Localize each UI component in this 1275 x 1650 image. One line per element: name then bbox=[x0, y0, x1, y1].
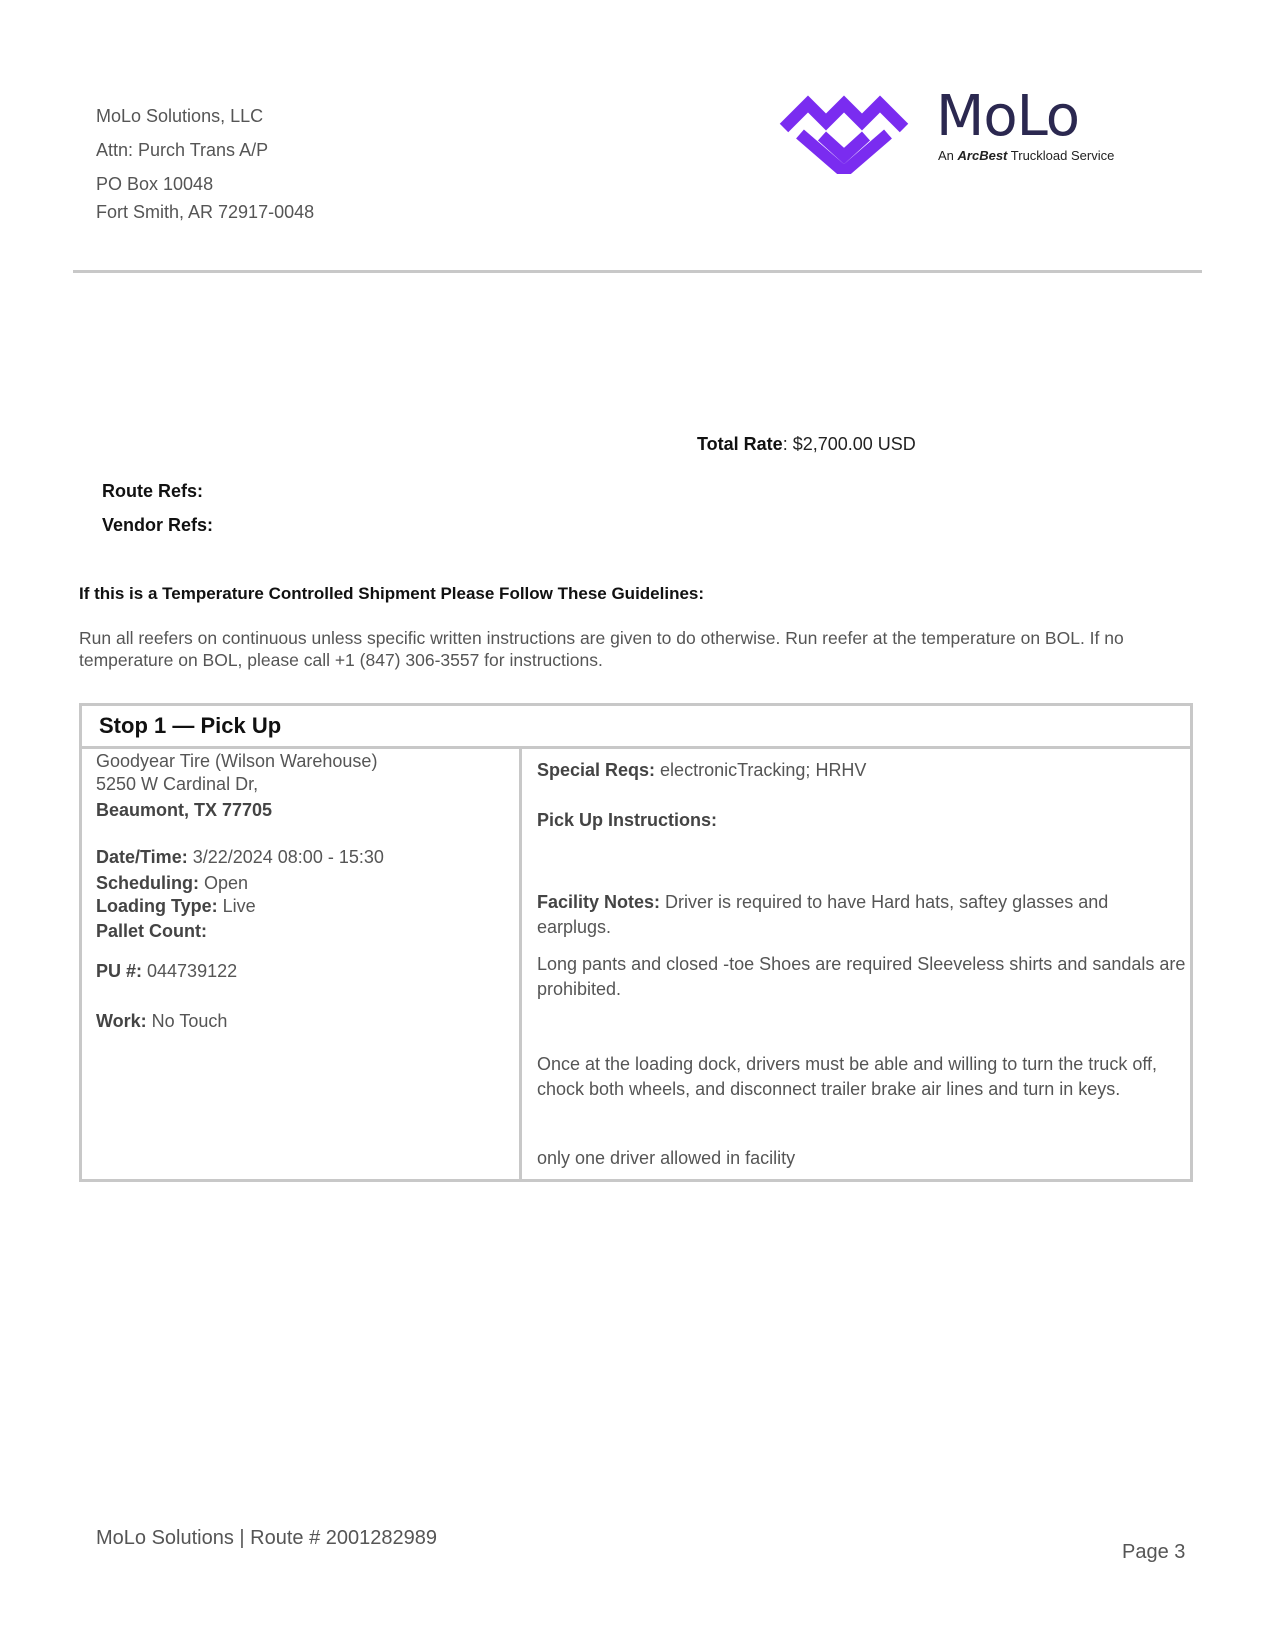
pallet-count bbox=[96, 920, 207, 942]
molo-logo bbox=[778, 84, 1148, 179]
total-rate-label: Total Rate bbox=[697, 434, 783, 454]
facility-city-text: Beaumont, TX 77705 bbox=[96, 800, 273, 820]
pu-value: 044739122 bbox=[142, 961, 238, 981]
work-label: Work: bbox=[96, 1011, 147, 1031]
facility-name: Goodyear Tire (Wilson Warehouse) bbox=[96, 751, 378, 771]
work bbox=[96, 1010, 227, 1032]
address-company: MoLo Solutions, LLC bbox=[96, 106, 264, 126]
total-rate-value: : $2,700.00 USD bbox=[782, 434, 916, 454]
logo-tagline-suffix: Truckload Service bbox=[1010, 148, 1115, 163]
stop-title: Stop 1 — Pick Up bbox=[99, 713, 282, 738]
stop-card bbox=[79, 703, 1193, 1182]
header-divider bbox=[73, 270, 1202, 273]
facility-notes-2: Long pants and closed -toe Shoes are required Sleeveless shirts and sandals are prohibited. bbox=[537, 954, 1186, 999]
temperature-heading: If this is a Temperature Controlled Shipment Please Follow These Guidelines: bbox=[79, 584, 705, 603]
datetime bbox=[96, 846, 384, 868]
logo-wordmark: MoLo bbox=[936, 84, 1080, 149]
total-rate bbox=[697, 434, 916, 455]
pu-number bbox=[96, 960, 237, 982]
facility-notes-1-text: Driver is required to have Hard hats, saftey glasses and earplugs. bbox=[537, 892, 1109, 937]
address-city: Fort Smith, AR 72917-0048 bbox=[96, 202, 315, 222]
vendor-refs-label: Vendor Refs: bbox=[102, 515, 214, 535]
pickup-instructions bbox=[537, 808, 1187, 833]
route-refs-label: Route Refs: bbox=[102, 481, 204, 501]
scheduling-label: Scheduling: bbox=[96, 873, 199, 893]
molo-logo-icon bbox=[778, 84, 912, 174]
facility-street: 5250 W Cardinal Dr, bbox=[96, 774, 259, 794]
logo-tagline-prefix: An bbox=[938, 148, 954, 163]
scheduling-value: Open bbox=[199, 873, 249, 893]
datetime-label: Date/Time: bbox=[96, 847, 188, 867]
stop-title-bar bbox=[82, 706, 1190, 749]
work-value: No Touch bbox=[146, 1011, 228, 1031]
datetime-value: 3/22/2024 08:00 - 15:30 bbox=[187, 847, 384, 867]
pallet-count-label: Pallet Count: bbox=[96, 921, 207, 941]
loading-type-value: Live bbox=[217, 896, 256, 916]
temperature-text: Run all reefers on continuous unless specific written instructions are given to do otherwise. Run reefer at the temperature on BOL. If no temperature on BOL, please call +1 (847) 306-3557 for instructions. bbox=[79, 628, 1124, 670]
loading-type bbox=[96, 895, 256, 917]
special-reqs bbox=[537, 758, 1187, 783]
scheduling bbox=[96, 872, 248, 894]
facility-notes-1 bbox=[537, 890, 1187, 940]
facility-notes-4: only one driver allowed in facility bbox=[537, 1148, 796, 1168]
page-number: Page 3 bbox=[1122, 1541, 1186, 1563]
facility-city bbox=[96, 799, 272, 821]
address-attn: Attn: Purch Trans A/P bbox=[96, 140, 269, 160]
logo-tagline-brand: ArcBest bbox=[957, 148, 1008, 163]
facility-notes-3: Once at the loading dock, drivers must be able and willing to turn the truck off, chock both wheels, and disconnect trailer brake air lines and turn in keys. bbox=[537, 1054, 1158, 1099]
address-po-box: PO Box 10048 bbox=[96, 174, 214, 194]
footer-route: MoLo Solutions | Route # 2001282989 bbox=[96, 1527, 438, 1549]
pickup-instructions-label: Pick Up Instructions: bbox=[537, 810, 718, 830]
loading-type-label: Loading Type: bbox=[96, 896, 218, 916]
facility-notes-label: Facility Notes: bbox=[537, 892, 661, 912]
column-divider bbox=[519, 746, 522, 1179]
special-reqs-label: Special Reqs: bbox=[537, 760, 656, 780]
logo-tagline bbox=[938, 148, 1114, 164]
special-reqs-value: electronicTracking; HRHV bbox=[655, 760, 867, 780]
pu-label: PU #: bbox=[96, 961, 143, 981]
